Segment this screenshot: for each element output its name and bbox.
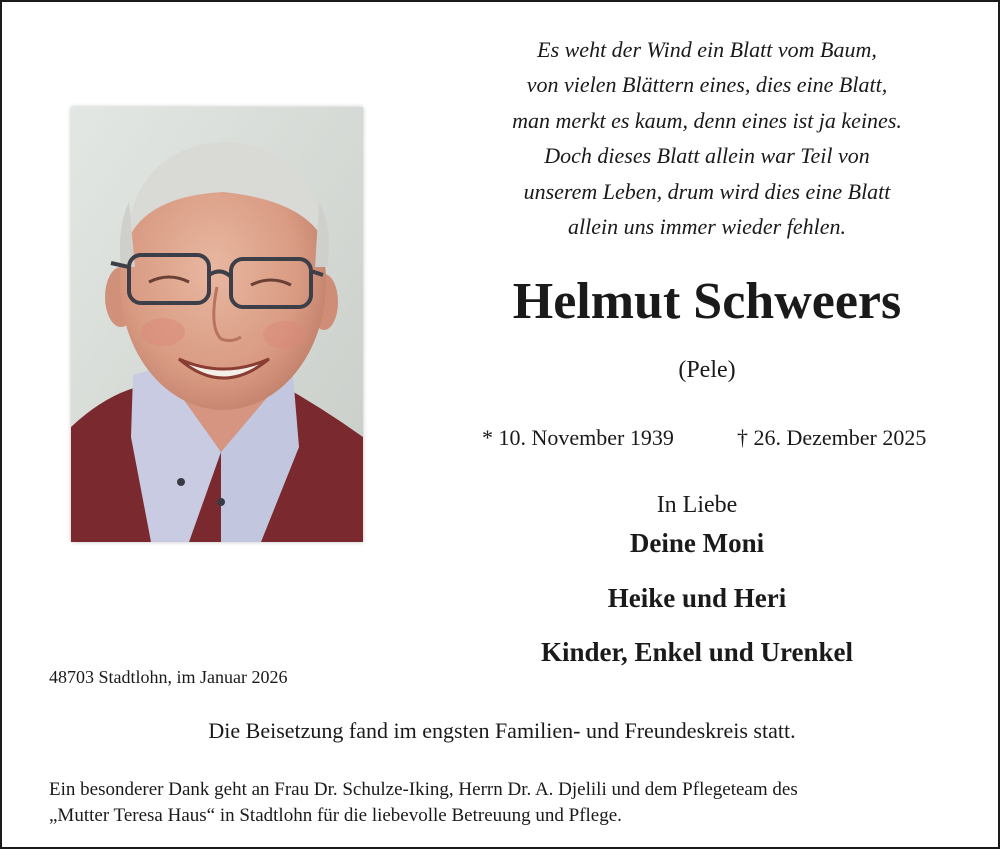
funeral-note: Die Beisetzung fand im engsten Familien- und Freundeskreis statt. <box>208 718 796 743</box>
portrait-photo <box>71 107 363 542</box>
poem <box>457 32 957 244</box>
death-date: † 26. Dezember 2025 <box>737 425 927 450</box>
poem-line: Es weht der Wind ein Blatt vom Baum, <box>537 37 877 62</box>
thanks-line: „Mutter Teresa Haus“ in Stadtlohn für die liebevolle Betreuung und Pflege. <box>49 805 622 826</box>
thanks-line: Ein besonderer Dank geht an Frau Dr. Schulze-Iking, Herrn Dr. A. Djelili und dem Pflegeteam des <box>49 779 798 800</box>
mourner-name: Deine Moni <box>629 528 765 558</box>
poem-line: Doch dieses Blatt allein war Teil von <box>544 143 870 169</box>
poem-line: allein uns immer wieder fehlen. <box>567 214 846 240</box>
deceased-name: Helmut Schweers <box>512 273 902 330</box>
mourner-name: Kinder, Enkel und Urenkel <box>540 637 854 667</box>
poem-line: von vielen Blättern eines, dies eine Blatt, <box>526 72 888 98</box>
poem-line: man merkt es kaum, denn eines ist ja keines. <box>512 107 902 133</box>
mourners-intro: In Liebe <box>656 492 738 518</box>
deceased-nickname: (Pele) <box>678 357 736 383</box>
thanks-note <box>49 777 969 829</box>
mourner-name: Heike und Heri <box>607 583 787 613</box>
place-and-date: 48703 Stadtlohn, im Januar 2026 <box>49 667 288 687</box>
poem-line: unserem Leben, drum wird dies eine Blatt <box>523 178 891 204</box>
birth-date: * 10. November 1939 <box>482 425 674 450</box>
